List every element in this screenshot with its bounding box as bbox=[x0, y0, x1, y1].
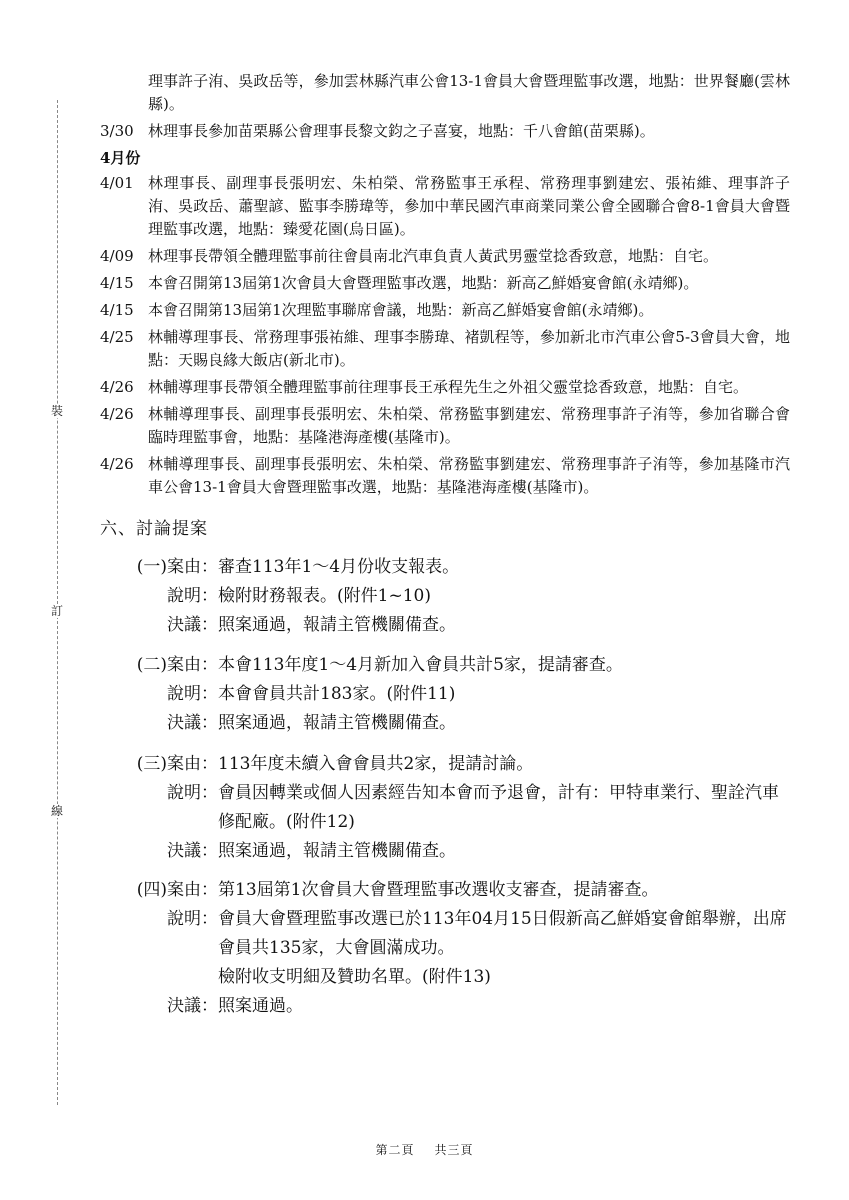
note-text: 檢附財務報表。(附件1~10) bbox=[218, 586, 431, 606]
proposal-4 bbox=[118, 876, 790, 1021]
entry-date: 4/25 bbox=[100, 328, 134, 346]
page-footer bbox=[0, 1141, 849, 1158]
binding-line bbox=[57, 100, 58, 1105]
entry-text: 林輔導理事長帶領全體理監事前往理事長王承程先生之外祖父靈堂捻香致意，地點：自宅。 bbox=[148, 378, 749, 396]
subject-label: (二)案由： bbox=[136, 655, 218, 675]
note-label: 說明： bbox=[167, 783, 218, 803]
resolution-text: 照案通過，報請主管機關備查。 bbox=[218, 615, 456, 635]
activity-schedule bbox=[100, 70, 790, 503]
subject-label: (四)案由： bbox=[136, 880, 218, 900]
entry-date: 4/26 bbox=[100, 405, 134, 423]
schedule-entry bbox=[100, 326, 790, 372]
subject-label: (三)案由： bbox=[136, 754, 218, 774]
subject-text: 本會113年度1～4月新加入會員共計5家，提請審查。 bbox=[218, 655, 623, 675]
note-text: 本會會員共計183家。(附件11) bbox=[218, 684, 456, 704]
proposal-1 bbox=[118, 553, 790, 640]
entry-text: 本會召開第13屆第1次會員大會暨理監事改選，地點：新高乙鮮婚宴會館(永靖鄉)。 bbox=[148, 274, 699, 292]
entry-text: 理事許子洧、吳政岳等，參加雲林縣汽車公會13-1會員大會暨理監事改選，地點：世界餐廳(雲林縣)。 bbox=[148, 72, 790, 113]
entry-text: 本會召開第13屆第1次理監事聯席會議，地點：新高乙鮮婚宴會館(永靖鄉)。 bbox=[148, 301, 654, 319]
resolution-text: 照案通過，報請主管機關備查。 bbox=[218, 713, 456, 733]
schedule-entry bbox=[100, 172, 790, 241]
entry-date: 3/30 bbox=[100, 122, 134, 140]
schedule-continued-entry bbox=[100, 70, 790, 116]
proposal-2 bbox=[118, 651, 790, 738]
page-total: 共三頁 bbox=[434, 1143, 474, 1157]
note-label: 說明： bbox=[167, 909, 218, 929]
entry-date: 4/15 bbox=[100, 274, 134, 292]
note-label: 說明： bbox=[167, 586, 218, 606]
resolution-label: 決議： bbox=[167, 996, 218, 1016]
entry-text: 林理事長參加苗栗縣公會理事長黎文鈞之子喜宴，地點：千八會館(苗栗縣)。 bbox=[148, 122, 655, 140]
binding-mark-bottom: 線 bbox=[50, 804, 63, 818]
month-heading: 4月份 bbox=[100, 149, 141, 167]
subject-text: 審查113年1～4月份收支報表。 bbox=[218, 557, 460, 577]
resolution-text: 照案通過，報請主管機關備查。 bbox=[218, 841, 456, 861]
entry-date: 4/01 bbox=[100, 174, 134, 192]
subject-text: 113年度未續入會會員共2家，提請討論。 bbox=[218, 754, 534, 774]
schedule-entry bbox=[100, 376, 790, 399]
schedule-entry bbox=[100, 453, 790, 499]
entry-date: 4/15 bbox=[100, 301, 134, 319]
resolution-text: 照案通過。 bbox=[218, 996, 303, 1016]
resolution-label: 決議： bbox=[167, 713, 218, 733]
schedule-entry bbox=[100, 299, 790, 322]
note-label: 說明： bbox=[167, 684, 218, 704]
schedule-entry bbox=[100, 245, 790, 268]
binding-mark-top: 裝 bbox=[50, 404, 63, 418]
note-text: 會員因轉業或個人因素經告知本會而予退會，計有：甲特車業行、聖詮汽車修配廠。(附件12) bbox=[218, 783, 779, 832]
entry-date: 4/26 bbox=[100, 455, 134, 473]
resolution-label: 決議： bbox=[167, 841, 218, 861]
note-text: 檢附收支明細及贊助名單。(附件13) bbox=[218, 967, 491, 987]
entry-text: 林輔導理事長、副理事長張明宏、朱柏榮、常務監事劉建宏、常務理事許子洧等，參加省聯合會臨時理監事會，地點：基隆港海產樓(基隆市)。 bbox=[148, 405, 790, 446]
entry-text: 林理事長帶領全體理監事前往會員南北汽車負責人黃武男靈堂捻香致意，地點：自宅。 bbox=[148, 247, 719, 265]
resolution-label: 決議： bbox=[167, 615, 218, 635]
entry-text: 林理事長、副理事長張明宏、朱柏榮、常務監事王承程、常務理事劉建宏、張祐維、理事許子洧、吳政岳、蕭聖諺、監事李勝瑋等，參加中華民國汽車商業同業公會全國聯合會8-1會員大會暨理監事改選，地點：臻愛花園(烏日區)。 bbox=[148, 174, 790, 238]
proposal-3 bbox=[118, 750, 790, 866]
note-text: 會員大會暨理監事改選已於113年04月15日假新高乙鮮婚宴會館舉辦，出席會員共135家，大會圓滿成功。 bbox=[218, 909, 787, 958]
subject-text: 第13屆第1次會員大會暨理監事改選收支審查，提請審查。 bbox=[218, 880, 659, 900]
entry-text: 林輔導理事長、常務理事張祐維、理事李勝瑋、褚凱程等，參加新北市汽車公會5-3會員大會，地點：天賜良緣大飯店(新北市)。 bbox=[148, 328, 790, 369]
entry-text: 林輔導理事長、副理事長張明宏、朱柏榮、常務監事劉建宏、常務理事許子洧等，參加基隆市汽車公會13-1會員大會暨理監事改選，地點：基隆港海產樓(基隆市)。 bbox=[148, 455, 790, 496]
page-number: 第二頁 bbox=[375, 1143, 415, 1157]
entry-date: 4/09 bbox=[100, 247, 134, 265]
subject-label: (一)案由： bbox=[136, 557, 218, 577]
schedule-entry bbox=[100, 403, 790, 449]
schedule-entry bbox=[100, 120, 790, 143]
entry-date: 4/26 bbox=[100, 378, 134, 396]
schedule-entry bbox=[100, 272, 790, 295]
section-heading: 六、討論提案 bbox=[100, 519, 208, 539]
note-label-spacer bbox=[118, 963, 218, 992]
binding-mark-mid: 訂 bbox=[50, 604, 63, 618]
